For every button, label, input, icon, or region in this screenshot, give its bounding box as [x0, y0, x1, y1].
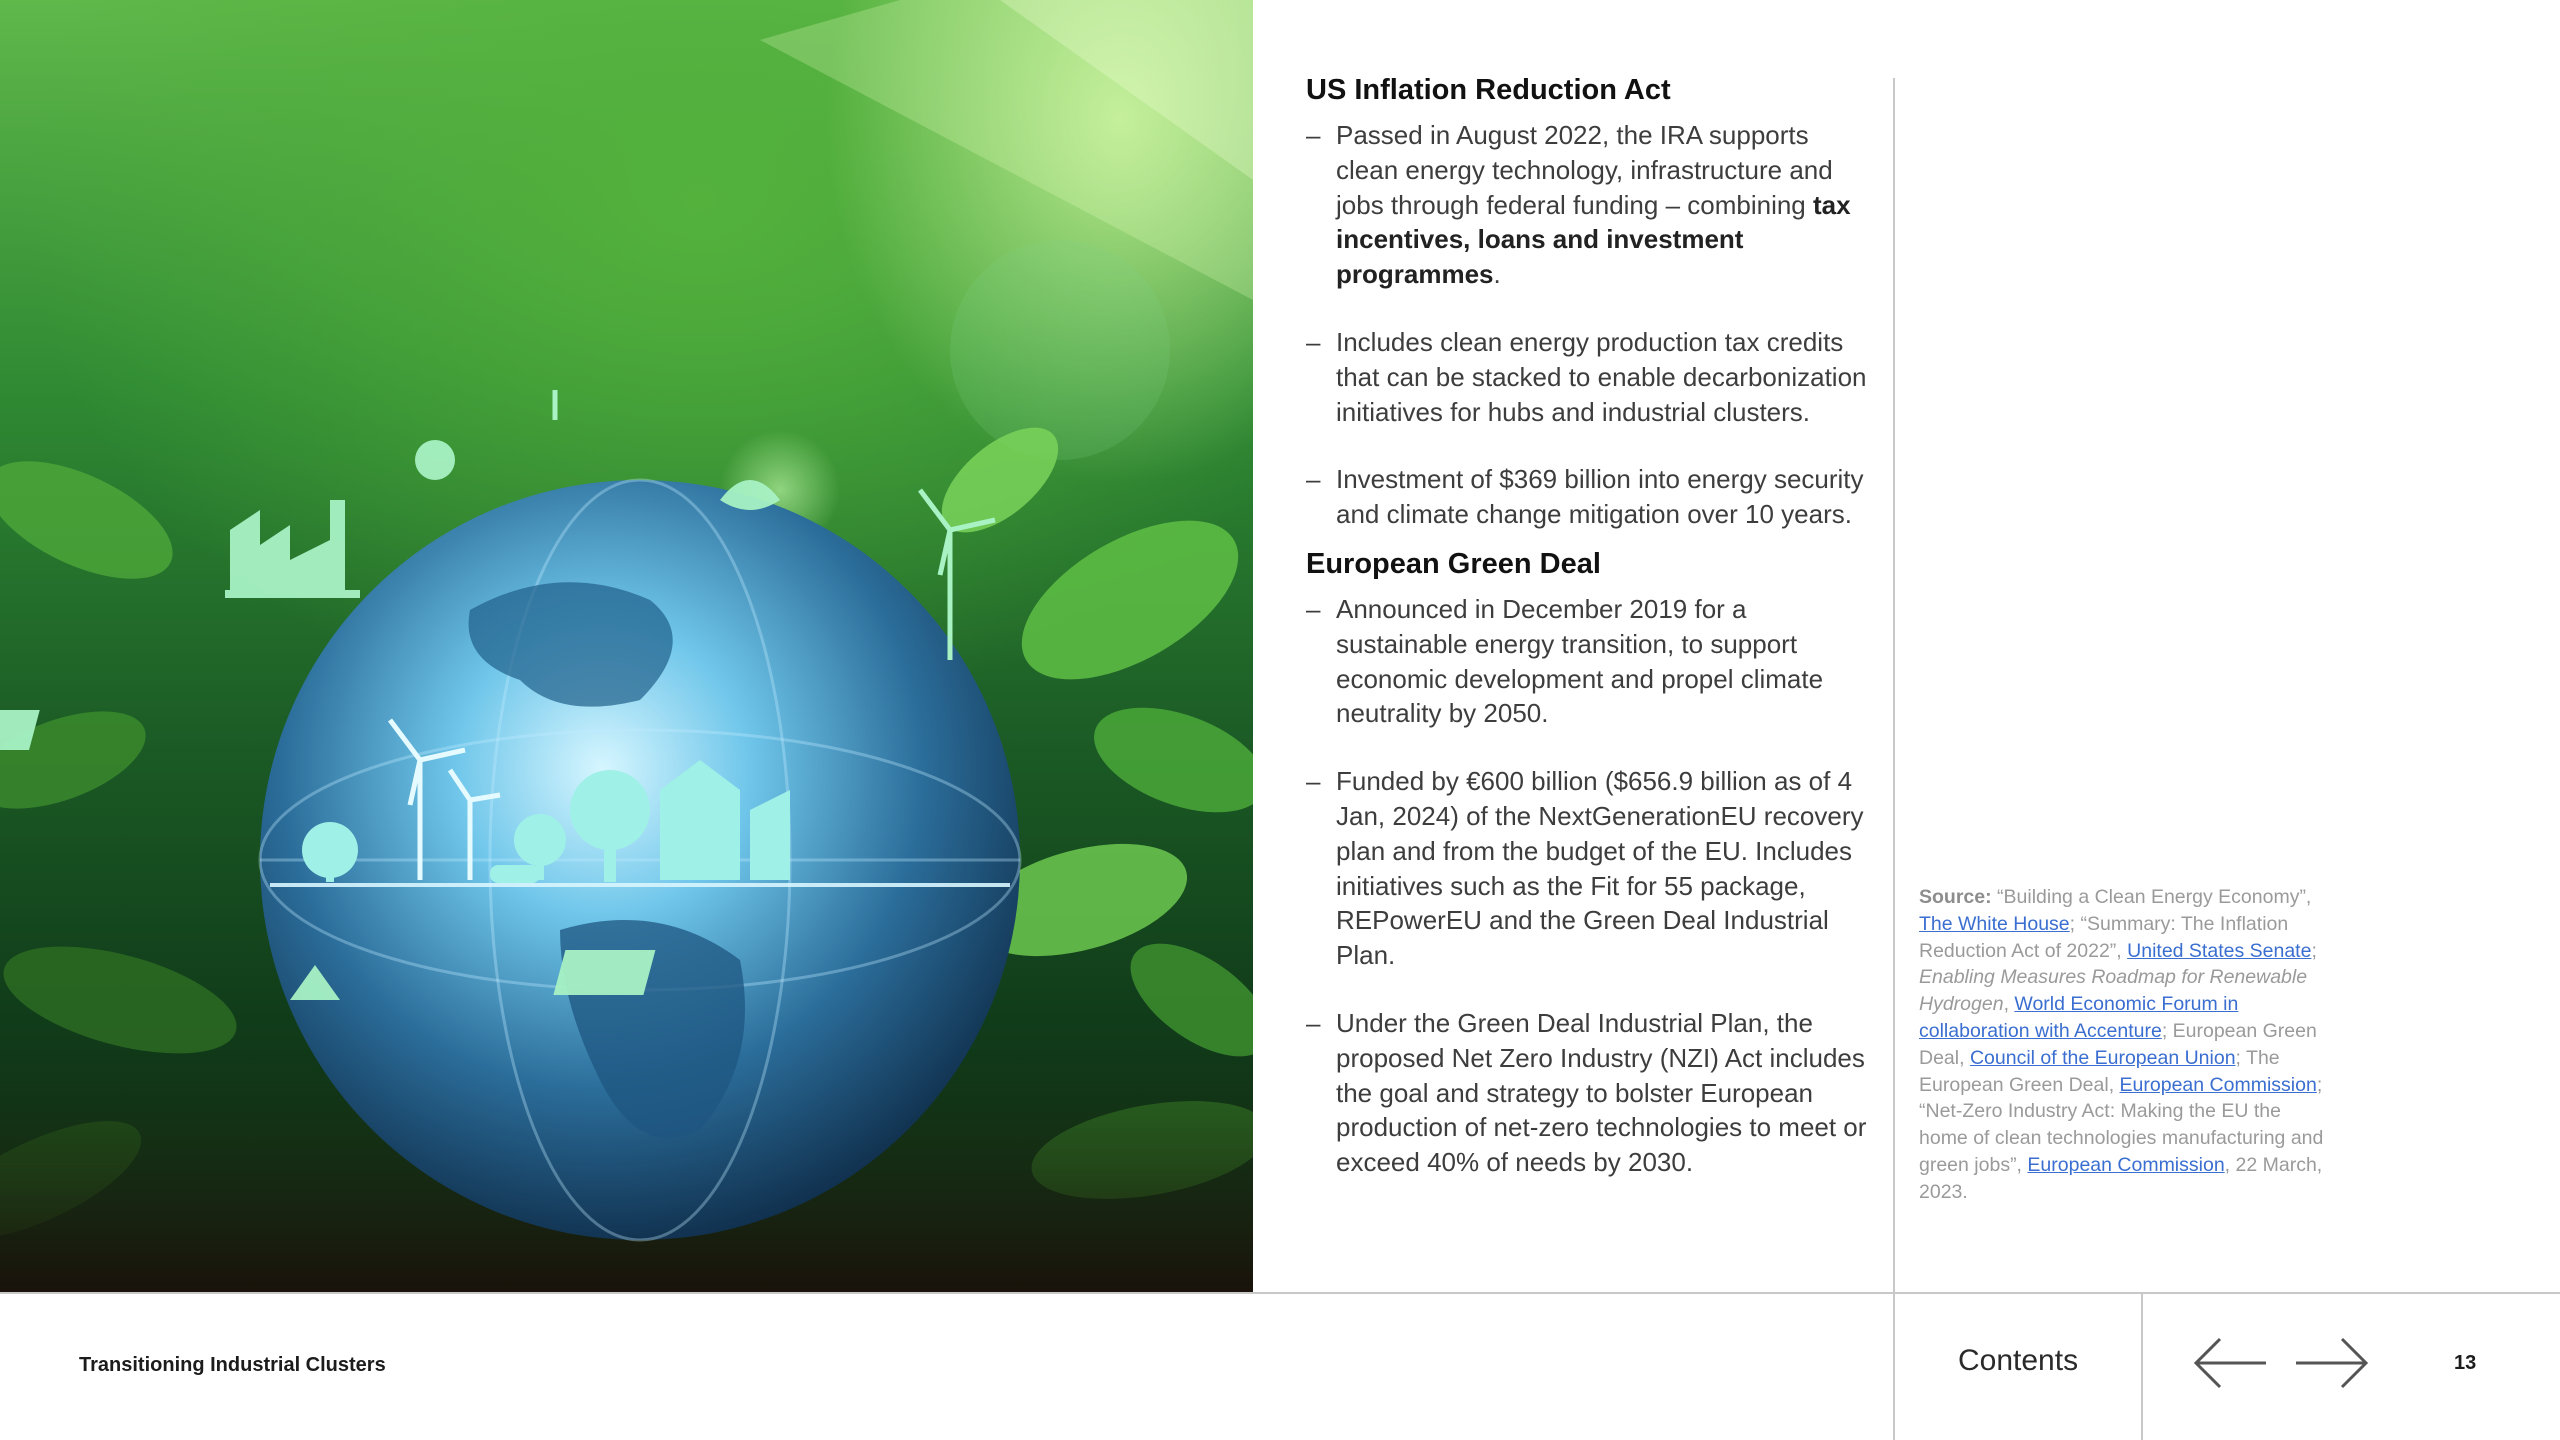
bullet-dash: – — [1306, 766, 1321, 797]
source-publication-title: Enabling Measures Roadmap for Renewable Hydrogen — [1919, 966, 2308, 1016]
source-link-wef[interactable]: World Economic Forum in collaboration with Accenture — [1919, 993, 2239, 1042]
source-note — [1919, 884, 2329, 1206]
source-link-european-commission-nzi[interactable]: European Commission — [2027, 1153, 2225, 1176]
bullet-text: Passed in August 2022, the IRA supports clean energy technology, infrastructure and jobs through federal funding – combining — [1336, 120, 1833, 220]
source-text: “Building a Clean Energy Economy”, — [1991, 886, 2312, 908]
source-link-white-house[interactable]: The White House — [1919, 912, 2070, 935]
arrow-right-icon[interactable] — [2292, 1335, 2370, 1391]
source-link-us-senate[interactable]: United States Senate — [2127, 939, 2312, 962]
bullet-text: Funded by €600 billion ($656.9 billion as of 4 Jan, 2024) of the NextGenerationEU recovery plan and from the budget of the EU. Includes initiatives such as the Fit for 55 package, REPowerEU and the Green Deal Industrial Plan. — [1336, 766, 1864, 971]
hero-illustration — [0, 0, 1253, 1294]
list-item — [1306, 1006, 1876, 1180]
bullet-dash: – — [1306, 326, 1321, 357]
column-divider — [1893, 78, 1895, 1440]
list-item — [1306, 118, 1876, 292]
bullet-dash: – — [1306, 1007, 1321, 1038]
list-item — [1306, 764, 1876, 973]
policy-content — [1306, 70, 1876, 1180]
bullet-dash: – — [1306, 120, 1321, 150]
footer-nav-divider — [2141, 1292, 2143, 1440]
page-number: 13 — [2454, 1352, 2477, 1374]
bullet-dash: – — [1306, 593, 1321, 624]
source-text: , 22 March, 2023. — [1919, 1153, 2323, 1203]
bullet-text: Includes clean energy production tax credits that can be stacked to enable decarbonization initiatives for hubs and industrial clusters. — [1336, 326, 1867, 427]
source-link-eu-council[interactable]: Council of the European Union — [1969, 1046, 2236, 1069]
bullet-text: Announced in December 2019 for a sustainable energy transition, to support economic development and propel climate neutrality by 2050. — [1336, 593, 1824, 729]
source-text: ; “Net-Zero Industry Act: Making the EU the home of clean technologies manufacturing and green jobs”, — [1919, 1073, 2324, 1176]
green-deal-bullet-list — [1306, 592, 1876, 1180]
contents-link[interactable]: Contents — [1958, 1344, 2079, 1377]
section-heading-ira: US Inflation Reduction Act — [1306, 74, 1671, 106]
bullet-text: Under the Green Deal Industrial Plan, the proposed Net Zero Industry (NZI) Act includes the goal and strategy to bolster European production of net-zero technologies to meet or exceed 40% of needs by 2030. — [1336, 1007, 1867, 1178]
source-text: ; — [2311, 939, 2317, 962]
bullet-text-end: . — [1493, 259, 1501, 290]
bullet-dash: – — [1306, 464, 1321, 495]
bullet-emphasis: tax incentives, loans and investment programmes — [1336, 189, 1851, 290]
list-item — [1306, 325, 1876, 429]
source-label: Source: — [1919, 886, 1992, 908]
globe-eco-illustration — [0, 0, 1253, 1294]
source-text: ; European Green Deal, — [1919, 1019, 2317, 1069]
section-heading-green-deal: European Green Deal — [1306, 547, 1601, 580]
list-item — [1306, 462, 1876, 532]
bullet-text: Investment of $369 billion into energy security and climate change mitigation over 10 years. — [1336, 464, 1864, 530]
source-text: , — [2003, 993, 2015, 1016]
footer-divider — [0, 1292, 2560, 1294]
ira-bullet-list — [1306, 118, 1876, 532]
source-link-european-commission[interactable]: European Commission — [2119, 1073, 2317, 1096]
arrow-left-icon[interactable] — [2192, 1335, 2270, 1391]
document-title: Transitioning Industrial Clusters — [79, 1354, 386, 1376]
source-text: ; The European Green Deal, — [1919, 1046, 2280, 1096]
source-text: ; “Summary: The Inflation Reduction Act of 2022”, — [1919, 912, 2289, 962]
list-item — [1306, 592, 1876, 731]
